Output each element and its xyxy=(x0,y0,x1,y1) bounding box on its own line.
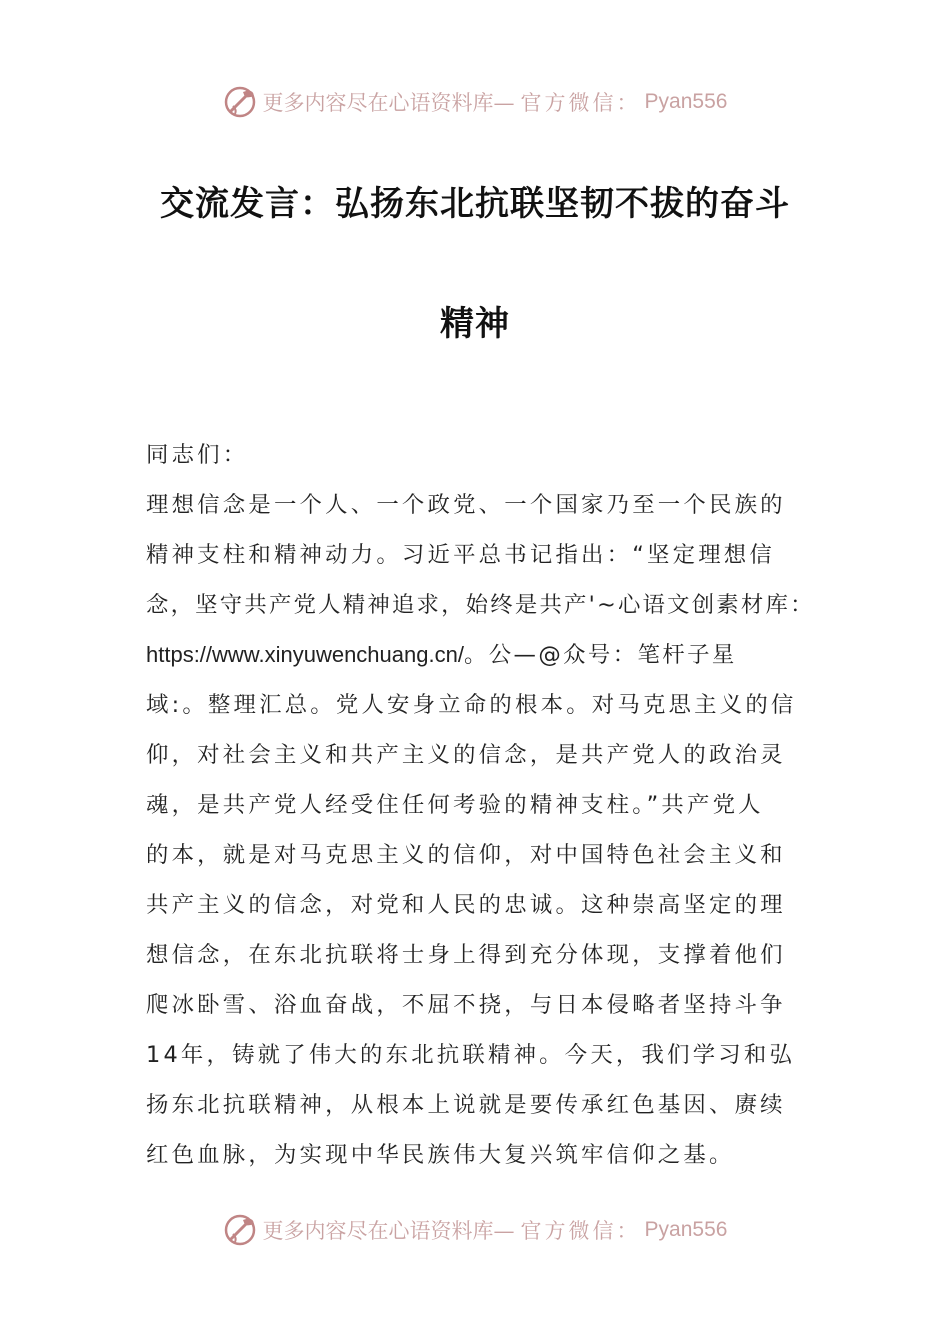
body-line: 的本，就是对马克思主义的信仰，对中国特色社会主义和 xyxy=(146,842,786,868)
header-watermark-banner xyxy=(0,82,950,122)
body-line: 想信念，在东北抗联将士身上得到充分体现，支撑着他们 xyxy=(146,942,786,968)
body-line: 仰，对社会主义和共产主义的信念，是共产党人的政治灵 xyxy=(146,742,786,768)
body-line: 扬东北抗联精神，从根本上说就是要传承红色基因、赓续 xyxy=(146,1092,786,1118)
banner-wechat-id: Pyan556 xyxy=(644,90,728,113)
footer-watermark-banner xyxy=(0,1210,950,1250)
body-line: 精神支柱和精神动力。习近平总书记指出：“坚定理想信 xyxy=(146,542,775,568)
document-title-line-2: 精神 xyxy=(440,304,510,344)
banner-wechat-label: 官方微信： xyxy=(520,91,641,115)
banner-wechat-id: Pyan556 xyxy=(644,1218,728,1241)
body-line: 念，坚守共产党人精神追求，始终是共产'~心语文创素材库： xyxy=(146,592,815,618)
body-line: 14年，铸就了伟大的东北抗联精神。今天，我们学习和弘 xyxy=(146,1042,796,1068)
body-line: 红色血脉，为实现中华民族伟大复兴筑牢信仰之基。 xyxy=(146,1142,735,1168)
body-line: 。公—@众号：笔杆子星 xyxy=(463,642,737,668)
banner-site-text: 更多内容尽在心语资料库— xyxy=(262,1219,515,1243)
body-line: 魂，是共产党人经受住任何考验的精神支柱。”共产党人 xyxy=(146,792,764,818)
body-line: 域:。整理汇总。党人安身立命的根本。对马克思主义的信 xyxy=(146,692,797,718)
document-body xyxy=(146,430,815,1180)
body-line: 同志们： xyxy=(146,442,249,468)
banner-wechat-label: 官方微信： xyxy=(520,1219,641,1243)
quill-pen-logo-icon xyxy=(223,84,259,120)
banner-site-text: 更多内容尽在心语资料库— xyxy=(262,91,515,115)
body-line: 共产主义的信念，对党和人民的忠诚。这种崇高坚定的理 xyxy=(146,892,786,918)
body-url-link: https://www.xinyuwenchuang.cn/ xyxy=(146,642,464,667)
body-line: 理想信念是一个人、一个政党、一个国家乃至一个民族的 xyxy=(146,492,786,518)
document-title-line-1: 交流发言：弘扬东北抗联坚韧不拔的奋斗 xyxy=(160,184,790,224)
body-line-url xyxy=(146,630,810,680)
quill-pen-logo-icon xyxy=(223,1212,259,1248)
body-line: 爬冰卧雪、浴血奋战，不屈不挠，与日本侵略者坚持斗争 xyxy=(146,992,786,1018)
